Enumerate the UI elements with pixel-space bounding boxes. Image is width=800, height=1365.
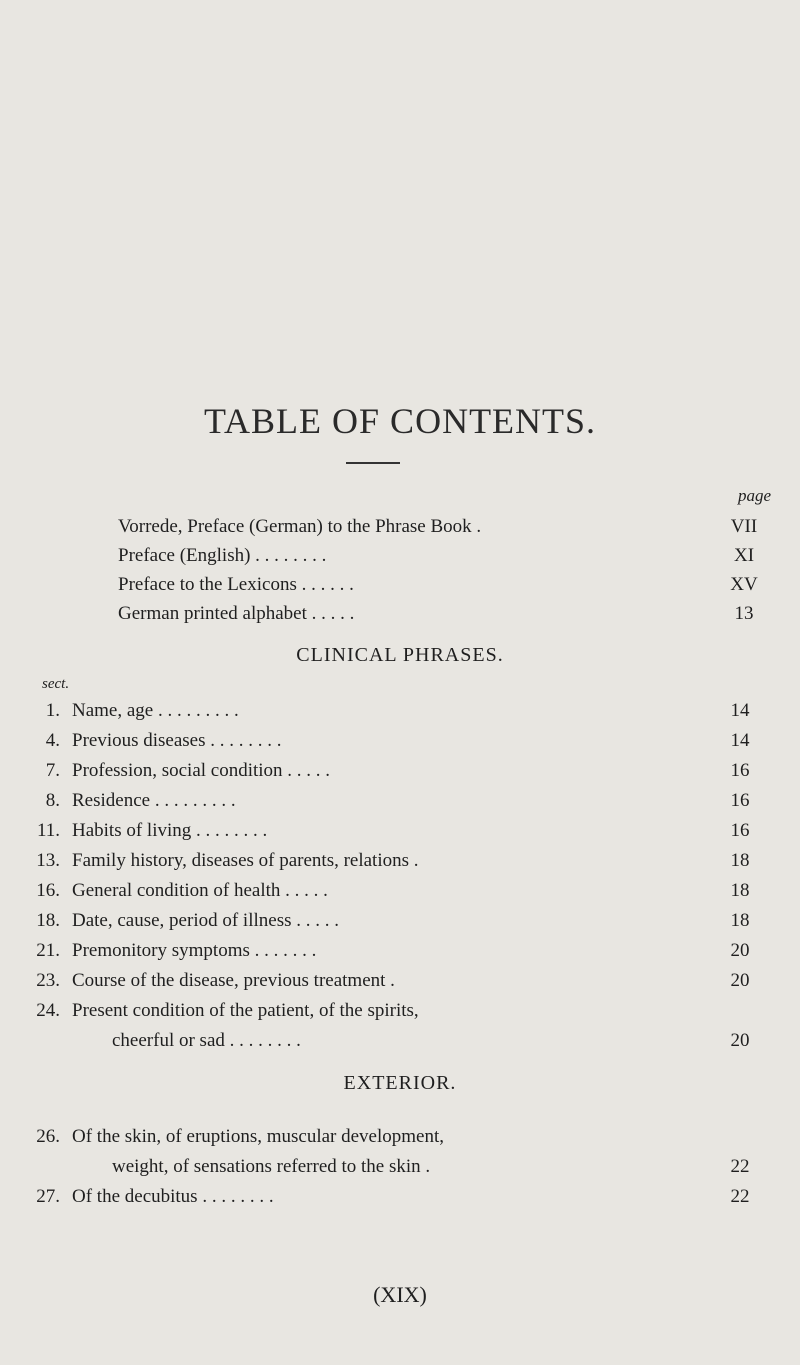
section-number: 21. [36, 940, 60, 961]
toc-entry-text: Preface to the Lexicons . . . . . . [118, 574, 354, 595]
toc-entry-page: 22 [730, 1186, 750, 1207]
toc-entry-text-continued: cheerful or sad . . . . . . . . [112, 1030, 301, 1051]
toc-entry-text: General condition of health . . . . . [72, 880, 328, 901]
toc-entry-page: 20 [730, 970, 750, 991]
title-rule [346, 462, 400, 464]
toc-entry-text-continued: weight, of sensations referred to the skin . [112, 1156, 431, 1177]
toc-entry-page: 13 [734, 603, 754, 624]
toc-entry-text: Profession, social condition . . . . . [72, 760, 331, 781]
toc-entry-page: VII [730, 516, 758, 537]
toc-entry-page: XV [730, 574, 758, 595]
toc-entry-text: Residence . . . . . . . . . [72, 790, 236, 811]
toc-entry-page: 16 [730, 760, 750, 781]
section-number: 27. [36, 1186, 60, 1207]
toc-entry-text: Preface (English) . . . . . . . . [118, 545, 327, 566]
section-number: 4. [45, 730, 60, 751]
section-number: 23. [36, 970, 60, 991]
toc-entry-text: Family history, diseases of parents, relations . [72, 850, 419, 871]
toc-entry-text: Present condition of the patient, of the spirits, [72, 1000, 419, 1021]
toc-entry-text: German printed alphabet . . . . . [118, 603, 355, 624]
toc-entry-page: 18 [730, 880, 750, 901]
toc-entry-text: Name, age . . . . . . . . . [72, 700, 239, 721]
section-number: 24. [36, 1000, 60, 1021]
section-number: 11. [36, 820, 60, 841]
toc-entry-text: Of the decubitus . . . . . . . . [72, 1186, 274, 1207]
toc-entry-page: 14 [730, 700, 750, 721]
toc-entry-text: Previous diseases . . . . . . . . [72, 730, 282, 751]
toc-entry-text: Vorrede, Preface (German) to the Phrase Book . [118, 516, 482, 537]
section-number: 18. [36, 910, 60, 931]
page-title: TABLE OF CONTENTS. [203, 401, 597, 441]
toc-entry-text: Course of the disease, previous treatment . [72, 970, 395, 991]
section-heading-clinical: CLINICAL PHRASES. [296, 644, 504, 666]
toc-entry-text: Of the skin, of eruptions, muscular development, [72, 1126, 445, 1147]
section-number: 16. [36, 880, 60, 901]
toc-entry-page: 14 [730, 730, 750, 751]
toc-entry-text: Habits of living . . . . . . . . [72, 820, 268, 841]
page-number-footer: (XIX) [373, 1282, 427, 1307]
page-column-header: page [738, 486, 772, 505]
toc-entry-page: 18 [730, 910, 750, 931]
toc-entry-page: 20 [730, 940, 750, 961]
section-number: 7. [45, 760, 60, 781]
toc-entry-page: 16 [730, 790, 750, 811]
section-number: 1. [45, 700, 60, 721]
section-heading-exterior: EXTERIOR. [343, 1072, 457, 1094]
toc-entry-page: 18 [730, 850, 750, 871]
toc-entry-page: 22 [730, 1156, 750, 1177]
toc-entry-page: 16 [730, 820, 750, 841]
toc-entry-page: 20 [730, 1030, 750, 1051]
sect-column-header: sect. [42, 676, 70, 692]
toc-entry-text: Premonitory symptoms . . . . . . . [72, 940, 317, 961]
toc-entry-page: XI [733, 545, 755, 566]
section-number: 13. [36, 850, 60, 871]
toc-entry-text: Date, cause, period of illness . . . . . [72, 910, 339, 931]
section-number: 8. [45, 790, 60, 811]
section-number: 26. [36, 1126, 60, 1147]
